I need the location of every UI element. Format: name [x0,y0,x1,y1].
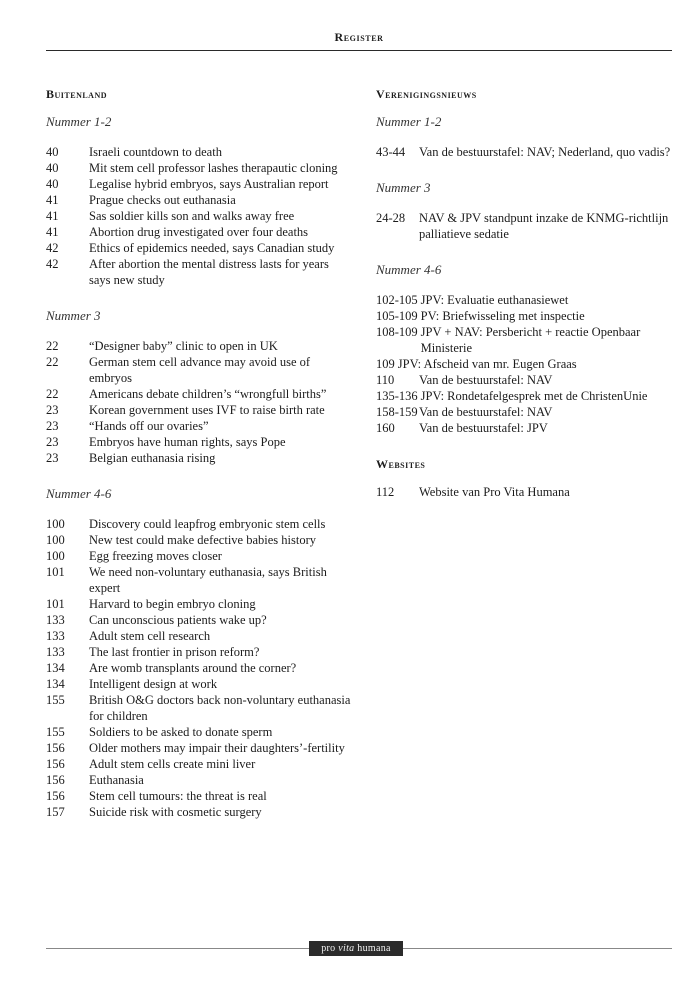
page-number: 24-28 [376,211,406,225]
item-title: British O&G doctors back non-voluntary euthanasia for children [89,693,351,723]
list-item [46,256,352,288]
page-number: 100 [46,517,65,531]
footer-logo [309,941,403,956]
item-title: Adult stem cells create mini liver [89,757,256,771]
left-group-3 [46,486,352,820]
list-item [46,160,352,176]
item-title: PV: Briefwisseling met inspectie [420,309,585,323]
list-item [46,176,352,192]
page-number: 109 [376,357,395,371]
page-number: 157 [46,805,65,819]
page-number: 100 [46,533,65,547]
group-subheading: Nummer 3 [376,180,431,195]
list-item [376,372,676,388]
list-item [46,532,352,548]
page-number: 102-105 [376,293,418,307]
page-number: 133 [46,613,65,627]
page-number: 23 [46,419,59,433]
item-title: Israeli countdown to death [89,145,222,159]
item-title: Korean government uses IVF to raise birth rate [89,403,325,417]
item-title: New test could make defective babies history [89,533,317,547]
header-rule [46,50,672,51]
footer-logo-pro: pro [321,943,336,954]
section-title-buitenland: Buitenland [46,87,108,101]
page-number: 41 [46,209,59,223]
left-group-2 [46,308,352,466]
page-number: 22 [46,355,59,369]
item-title: Soldiers to be asked to donate sperm [89,725,273,739]
list-item [46,434,352,450]
list-item [46,804,352,820]
item-title: After abortion the mental distress lasts for years says new study [89,257,329,287]
item-title: Can unconscious patients wake up? [89,613,267,627]
item-title: JPV: Evaluatie euthanasiewet [420,293,569,307]
group-subheading: Nummer 4-6 [46,486,112,501]
list-item [46,724,352,740]
item-title: Stem cell tumours: the threat is real [89,789,267,803]
page-number: 40 [46,161,59,175]
page-title: Register [334,30,384,44]
item-title: Suicide risk with cosmetic surgery [89,805,262,819]
right-column [376,86,676,520]
item-title: Intelligent design at work [89,677,218,691]
item-title: Prague checks out euthanasia [89,193,236,207]
group-subheading: Nummer 1-2 [46,114,112,129]
list-item [46,386,352,402]
page-number: 133 [46,645,65,659]
page-number: 22 [46,339,59,353]
footer-logo-vita: vita [338,943,355,954]
list-item [46,628,352,644]
page-number: 41 [46,193,59,207]
section-title-websites: Websites [376,457,426,471]
item-title: JPV: Rondetafelgesprek met de ChristenUnie [420,389,648,403]
item-title: Van de bestuurstafel: NAV [419,373,553,387]
list-item [46,402,352,418]
item-title: Mit stem cell professor lashes therapautic cloning [89,161,338,175]
page-number: 105-109 [376,309,418,323]
item-title: Euthanasia [89,773,144,787]
item-title: Abortion drug investigated over four deaths [89,225,309,239]
item-title: JPV: Afscheid van mr. Eugen Graas [397,357,577,371]
page-number: 156 [46,757,65,771]
page-number: 23 [46,403,59,417]
list-item [46,740,352,756]
page-number: 23 [46,435,59,449]
list-item [376,144,676,160]
item-title: Are womb transplants around the corner? [89,661,297,675]
list-item [376,308,676,324]
item-title: JPV + NAV: Persbericht + reactie Openbaar Ministerie [420,325,641,355]
list-item [46,564,352,596]
list-item [46,192,352,208]
list-item [46,756,352,772]
page-number: 100 [46,549,65,563]
right-group-1 [376,114,676,160]
page-number: 40 [46,177,59,191]
group-subheading: Nummer 3 [46,308,101,323]
websites-group [376,484,676,500]
item-title: German stem cell advance may avoid use of embryos [89,355,311,385]
page-number: 158-159 [376,405,418,419]
footer-logo-humana: humana [357,943,391,954]
page-number: 134 [46,661,65,675]
page-number: 108-109 [376,325,418,339]
item-title: Harvard to begin embryo cloning [89,597,256,611]
right-group-3 [376,262,676,436]
section-title-verenigingsnieuws: Verenigingsnieuws [376,87,477,101]
page-number: 134 [46,677,65,691]
item-title: Van de bestuurstafel: NAV; Nederland, quo vadis? [419,145,671,159]
list-item [376,356,676,372]
page-number: 40 [46,145,59,159]
list-item [46,772,352,788]
item-title: Belgian euthanasia rising [89,451,216,465]
list-item [46,548,352,564]
item-title: Van de bestuurstafel: NAV [419,405,553,419]
list-item [376,210,676,242]
item-title: Adult stem cell research [89,629,211,643]
list-item [46,354,352,386]
list-item [376,324,676,356]
list-item [376,484,676,500]
item-title: Embryos have human rights, says Pope [89,435,286,449]
item-title: Van de bestuurstafel: JPV [419,421,548,435]
item-title: Egg freezing moves closer [89,549,222,563]
item-title: “Hands off our ovaries” [89,419,209,433]
list-item [46,208,352,224]
item-title: Legalise hybrid embryos, says Australian report [89,177,329,191]
item-title: Discovery could leapfrog embryonic stem cells [89,517,326,531]
page-number: 41 [46,225,59,239]
list-item [46,224,352,240]
page-number: 160 [376,421,395,435]
page-number: 133 [46,629,65,643]
group-subheading: Nummer 1-2 [376,114,442,129]
list-item [376,404,676,420]
list-item [376,292,676,308]
item-title: The last frontier in prison reform? [89,645,260,659]
page-number: 156 [46,773,65,787]
list-item [46,240,352,256]
page-number: 156 [46,789,65,803]
page-number: 112 [376,485,395,499]
item-title: We need non-voluntary euthanasia, says British expert [89,565,327,595]
page-number: 101 [46,597,65,611]
item-title: Website van Pro Vita Humana [419,485,570,499]
list-item [46,596,352,612]
page-number: 23 [46,451,59,465]
list-item [46,338,352,354]
group-subheading: Nummer 4-6 [376,262,442,277]
item-title: Americans debate children’s “wrongfull births” [89,387,327,401]
list-item [46,418,352,434]
page-number: 101 [46,565,65,579]
list-item [376,388,676,404]
list-item [46,692,352,724]
item-title: Ethics of epidemics needed, says Canadian study [89,241,335,255]
list-item [46,644,352,660]
list-item [46,516,352,532]
item-title: Sas soldier kills son and walks away free [89,209,295,223]
page-number: 22 [46,387,59,401]
list-item [46,788,352,804]
item-title: NAV & JPV standpunt inzake de KNMG-richtlijn palliatieve sedatie [419,211,669,241]
list-item [46,450,352,466]
list-item [46,612,352,628]
list-item [46,144,352,160]
list-item [46,660,352,676]
left-group-1 [46,114,352,288]
page-number: 155 [46,693,65,707]
page-number: 135-136 [376,389,418,403]
left-column [46,86,352,840]
list-item [376,420,676,436]
list-item [46,676,352,692]
item-title: “Designer baby” clinic to open in UK [89,339,278,353]
right-group-2 [376,180,676,242]
page-number: 156 [46,741,65,755]
page-number: 42 [46,241,59,255]
page-number: 155 [46,725,65,739]
item-title: Older mothers may impair their daughters’-fertility [89,741,345,755]
page-number: 43-44 [376,145,406,159]
page-number: 42 [46,257,59,271]
page-number: 110 [376,373,395,387]
